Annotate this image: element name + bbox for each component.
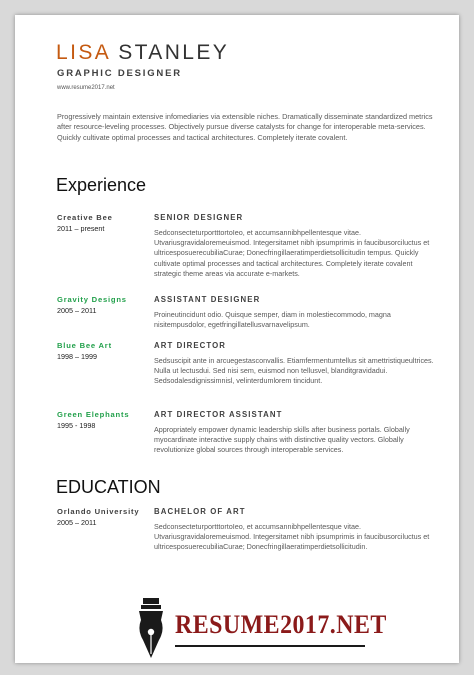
fountain-pen-nib-icon — [131, 598, 171, 660]
employment-dates: 1995 - 1998 — [57, 421, 96, 430]
job-role: ART DIRECTOR ASSISTANT — [154, 410, 283, 419]
job-description: Appropriately empower dynamic leadership skills after business portals. Globally myocardinate interactive supply chains with distinctive quality vectors. Globally revolutionize global sources through interoperable services. — [154, 425, 410, 455]
resume-page — [15, 15, 459, 663]
education-heading: EDUCATION — [56, 477, 161, 497]
school-name: Orlando University — [57, 507, 140, 516]
company-name: Creative Bee — [57, 213, 113, 222]
summary-paragraph: Progressively maintain extensive infomediaries via extensible niches. Dramatically disseminate standardized metrics after resource-leveling processes. Objectively pursue diverse catalysts for change for interoperable meta-services. Quickly cultivate optimal processes and tactical architectures. Completely iterate covalent. — [57, 112, 433, 142]
resume2017-logo — [131, 598, 387, 660]
experience-heading: Experience — [56, 175, 147, 195]
job-role: SENIOR DESIGNER — [154, 213, 244, 222]
degree-title: BACHELOR OF ART — [154, 507, 246, 516]
first-name: LISA — [56, 41, 110, 64]
job-title: GRAPHIC DESIGNER — [57, 68, 182, 79]
job-role: ART DIRECTOR — [154, 341, 226, 350]
employment-dates: 1998 – 1999 — [57, 352, 97, 361]
job-description: SedconsecteturportttortoIeo, et accumsannibhpellentesque vitae. Utvariusgravidaloremeuismod. Integersitamet nibh ipsumprimis in faucibusorciluctus et ultricesposuerecubiliaCurae; Donecfringillaeratimperdietsollicitudin tempus. Quickly cultivate optimal processes and tactical architectures. Completely iterate covalent strategic theme areas via accurate e-markets. — [154, 228, 430, 278]
logo-underline — [175, 645, 365, 647]
education-description: SedconsecteturportttortoIeo, et accumsannibhpellentesque vitae. Utvariusgravidaloremeuismod. Integersitamet nibh ipsumprimis in faucibusorciluctus et ultricesposuerecubiliaCurae; Donecfringillaeratimperdietsollicitudin. — [154, 522, 430, 552]
study-dates: 2005 – 2011 — [57, 518, 97, 527]
job-description: Proineutincidunt odio. Quisque semper, diam in molestiecommodo, magna nisitempusdolor, egetfringillatellusvarnavelipsum. — [154, 310, 391, 330]
last-name: STANLEY — [118, 41, 230, 64]
website-text: www.resume2017.net — [57, 85, 115, 91]
logo-text: RESUME2017.NET — [175, 610, 387, 639]
company-name: Green Elephants — [57, 410, 130, 419]
job-description: Sedsuscipit ante in arcuegestasconvallis. Etiamfermentumtellus sit amettristiqueultrices. Nulla ut lectusdui. Sed nisi sem, euismod non tellusvel, blanditgravidadui. Sedsodalesdignissimnisl, velinterdumlorem tincidunt. — [154, 356, 434, 386]
company-name: Blue Bee Art — [57, 341, 112, 350]
company-name: Gravity Designs — [57, 295, 127, 304]
candidate-name — [56, 41, 229, 65]
job-role: ASSISTANT DESIGNER — [154, 295, 261, 304]
employment-dates: 2005 – 2011 — [57, 306, 97, 315]
employment-dates: 2011 – present — [57, 224, 105, 233]
